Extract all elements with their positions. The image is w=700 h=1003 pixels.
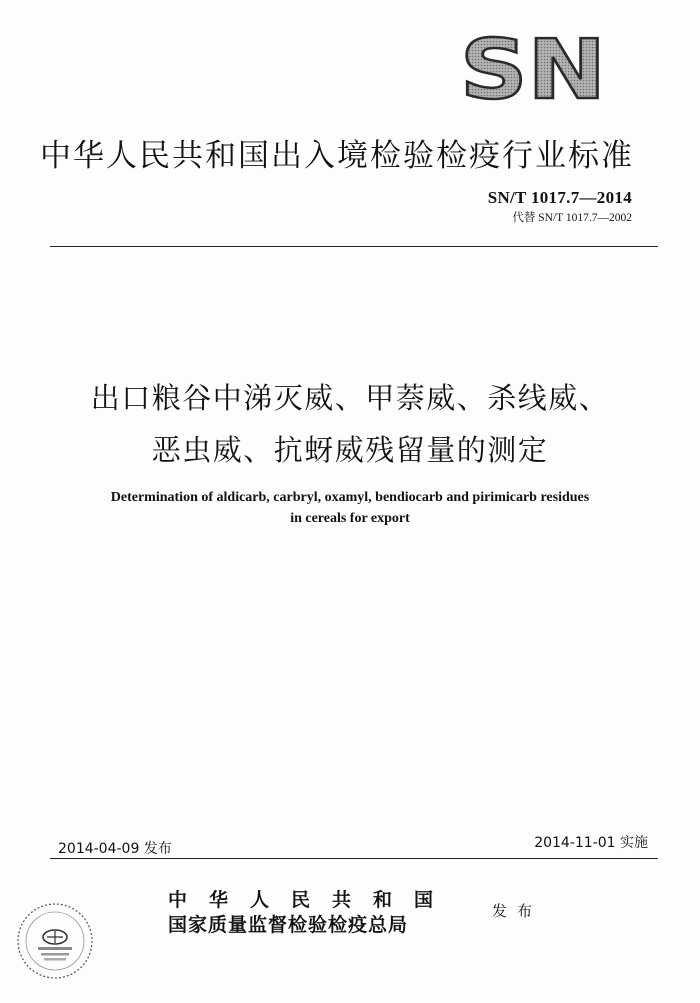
sn-logo-letters: SN bbox=[460, 34, 606, 104]
implementation-date: 2014-11-01 实施 bbox=[534, 835, 648, 851]
issuer-line-2: 国家质量监督检验检疫总局 bbox=[168, 914, 409, 936]
replaces-standard: 代替 SN/T 1017.7—2002 bbox=[512, 212, 632, 224]
top-divider bbox=[50, 246, 658, 247]
standard-number: SN/T 1017.7—2014 bbox=[487, 188, 632, 207]
issue-action: 发布 bbox=[492, 902, 543, 920]
standard-code-block bbox=[488, 188, 632, 225]
chinese-title bbox=[0, 372, 700, 476]
issue-date: 2014-04-09 发布 bbox=[58, 841, 172, 857]
english-title-line-1: Determination of aldicarb, carbryl, oxamyl, bendiocarb and pirimicarb residues bbox=[110, 490, 590, 505]
chinese-title-line-1: 出口粮谷中涕灭威、甲萘威、杀线威、 bbox=[90, 381, 610, 415]
industry-standard-title: 中华人民共和国出入境检验检疫行业标准 bbox=[40, 138, 634, 174]
english-title-line-2: in cereals for export bbox=[290, 511, 410, 526]
english-title bbox=[0, 487, 700, 529]
issuing-authority bbox=[168, 888, 455, 938]
chinese-title-line-2: 恶虫威、抗蚜威残留量的测定 bbox=[151, 433, 549, 467]
sn-logo-icon bbox=[459, 34, 607, 104]
bottom-divider bbox=[50, 858, 658, 859]
distributor-stamp-icon bbox=[14, 900, 96, 982]
issuer-line-1: 中华人民共和国 bbox=[168, 889, 456, 911]
